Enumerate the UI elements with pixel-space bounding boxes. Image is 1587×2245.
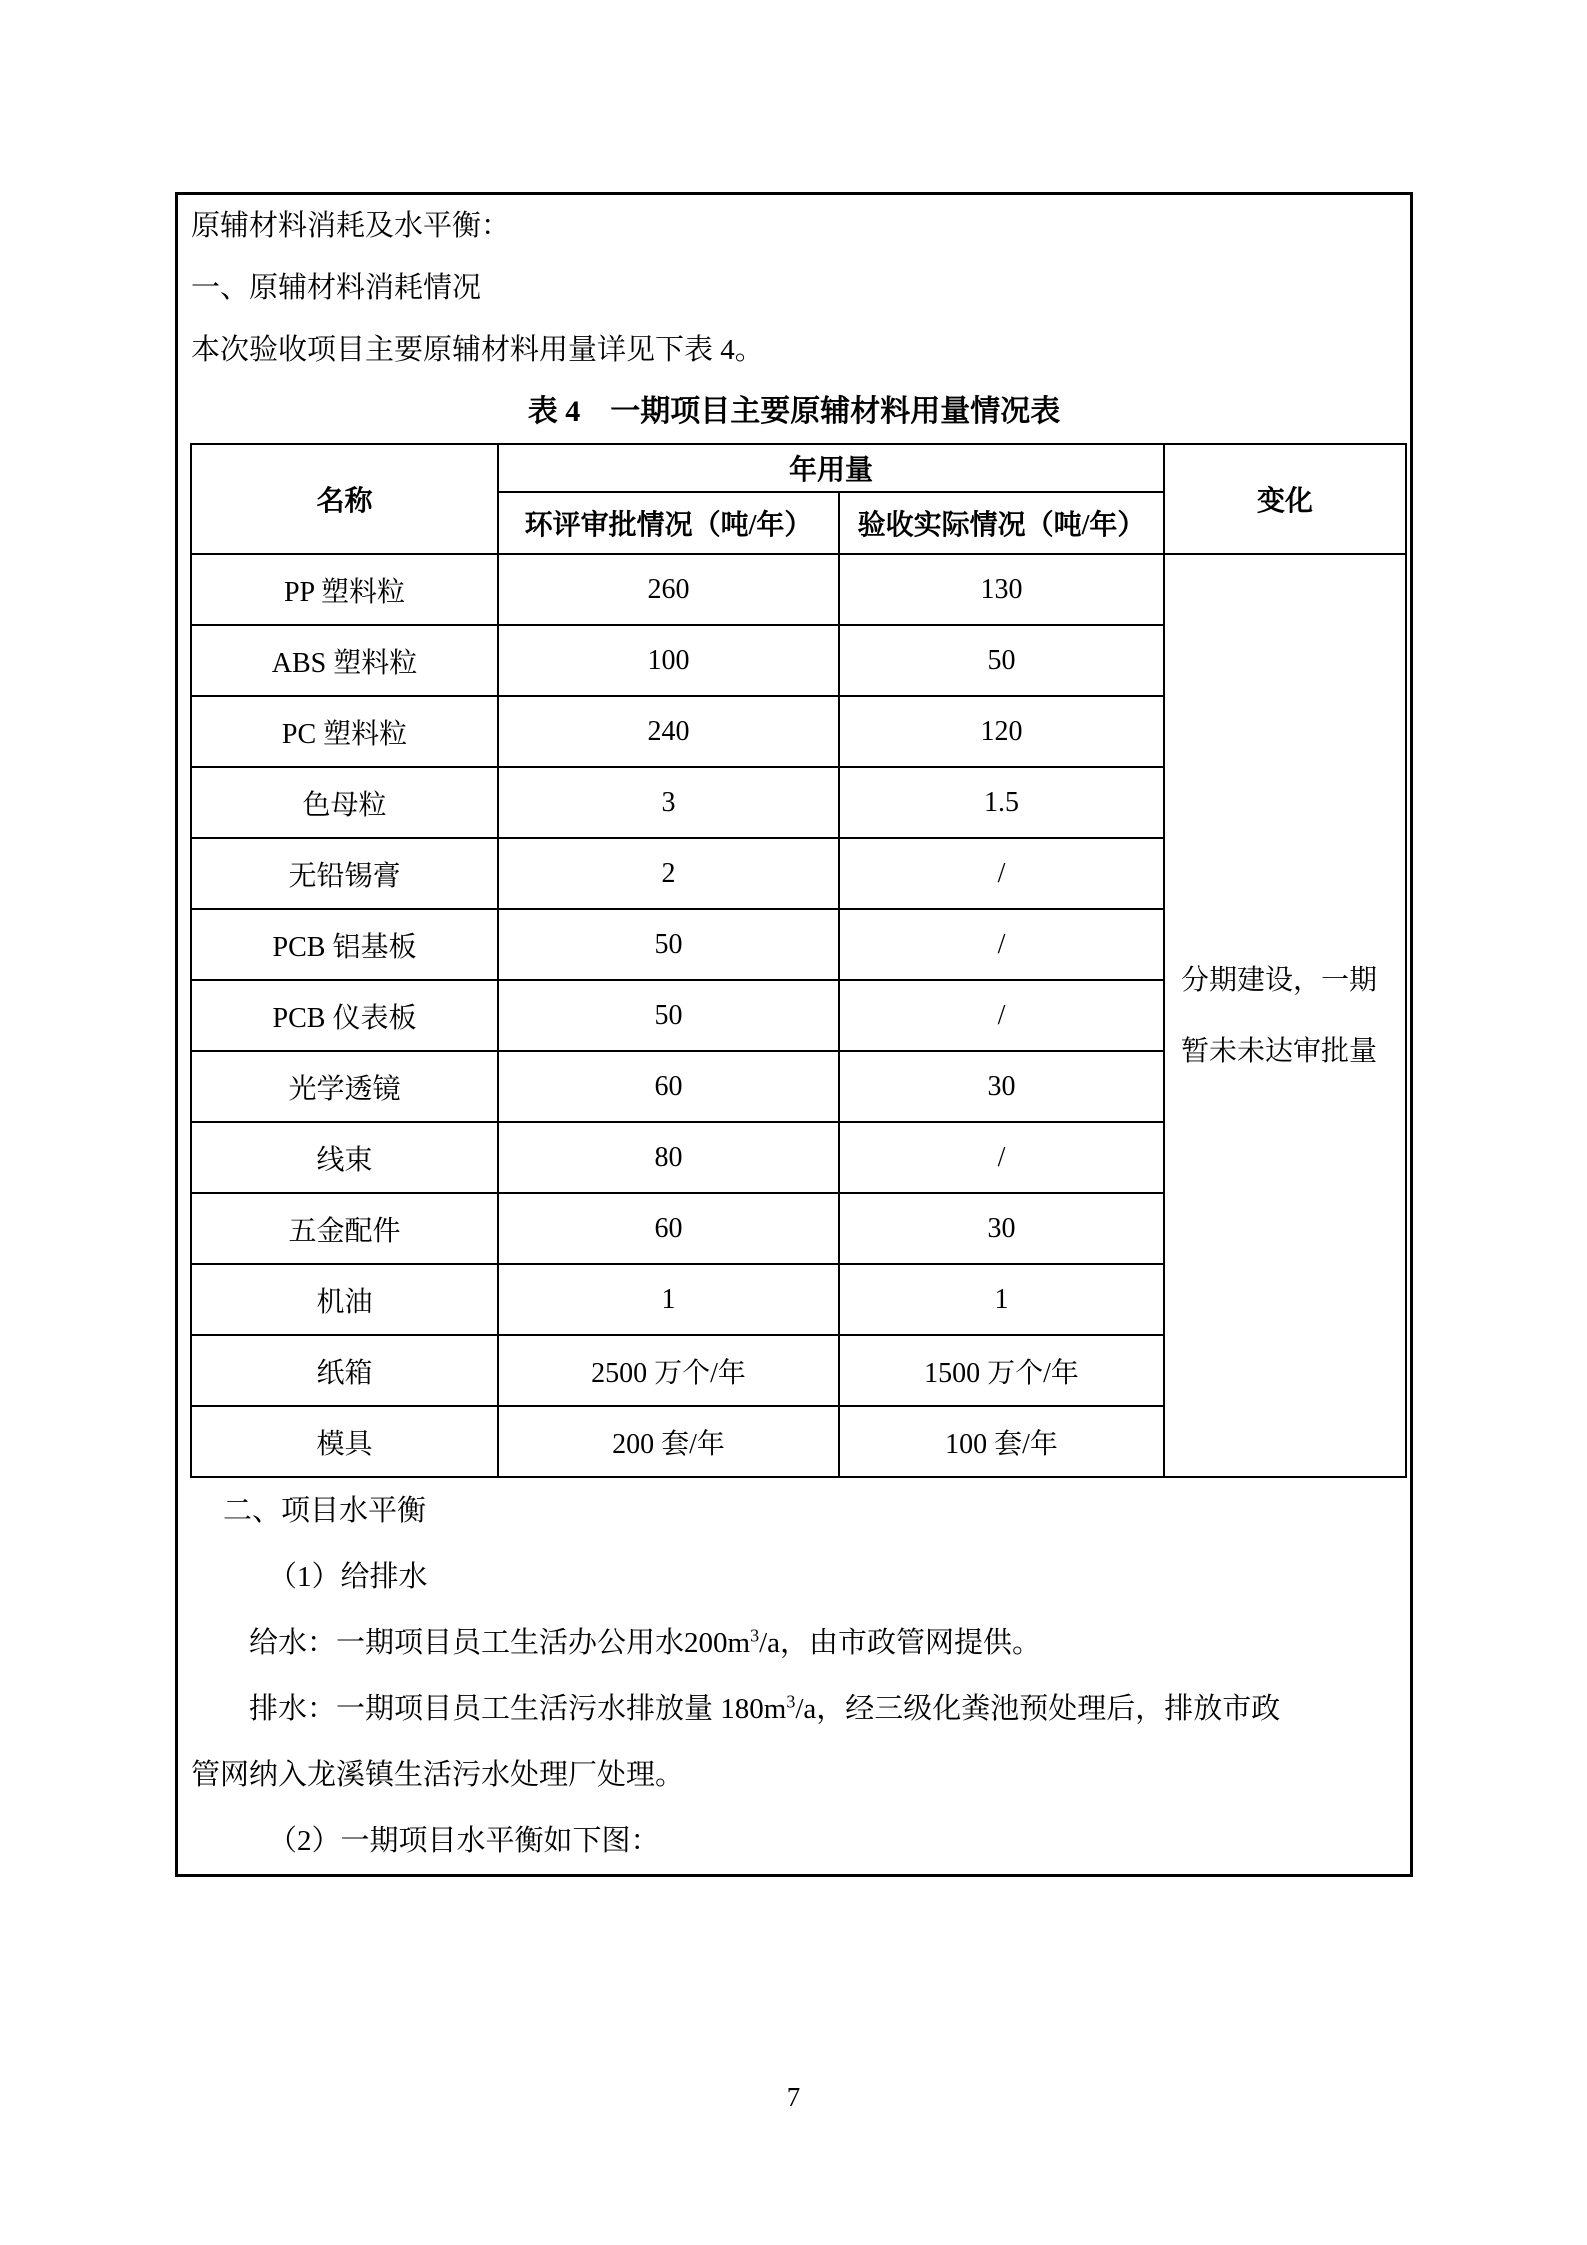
subsection-drainage-heading: （1）给排水 [268, 1561, 428, 1593]
col-header-annual-usage: 年用量 [498, 444, 1164, 492]
cubic-superscript: 3 [750, 1625, 760, 1646]
actual-amount-cell: 30 [839, 1193, 1164, 1264]
col-header-change: 变化 [1164, 444, 1406, 554]
eia-amount-cell: 240 [498, 696, 839, 767]
eia-amount-cell: 50 [498, 980, 839, 1051]
materials-table-header [191, 444, 1406, 554]
materials-table-body [191, 554, 1406, 1477]
material-name-cell: ABS 塑料粒 [191, 625, 498, 696]
change-note-line2: 暂未未达审批量 [1181, 1035, 1378, 1067]
page-number: 7 [786, 2082, 801, 2112]
col-header-acceptance-actual: 验收实际情况（吨/年） [839, 492, 1164, 554]
actual-amount-cell: / [839, 1122, 1164, 1193]
material-name-cell: 线束 [191, 1122, 498, 1193]
actual-amount-cell: / [839, 980, 1164, 1051]
table-row [191, 554, 1406, 625]
section-two-heading: 二、项目水平衡 [223, 1495, 427, 1527]
change-note-cell [1164, 554, 1406, 1477]
water-drain-continuation-line: 管网纳入龙溪镇生活污水处理厂处理。 [191, 1759, 685, 1791]
document-content-box [175, 192, 1413, 1877]
water-supply-text: 给水：一期项目员工生活办公用水200m [249, 1627, 751, 1659]
material-name-cell: PC 塑料粒 [191, 696, 498, 767]
intro-line-section-one: 一、原辅材料消耗情况 [191, 272, 482, 304]
actual-amount-cell: 1.5 [839, 767, 1164, 838]
material-name-cell: PCB 铝基板 [191, 909, 498, 980]
water-drain-text: 排水：一期项目员工生活污水排放量 180m [249, 1693, 787, 1725]
material-name-cell: 色母粒 [191, 767, 498, 838]
actual-amount-cell: 120 [839, 696, 1164, 767]
eia-amount-cell: 80 [498, 1122, 839, 1193]
material-name-cell: 无铅锡膏 [191, 838, 498, 909]
subsection-balance-heading: （2）一期项目水平衡如下图： [268, 1825, 660, 1857]
material-name-cell: 纸箱 [191, 1335, 498, 1406]
eia-amount-cell: 260 [498, 554, 839, 625]
eia-amount-cell: 60 [498, 1051, 839, 1122]
eia-amount-cell: 3 [498, 767, 839, 838]
eia-amount-cell: 2500 万个/年 [498, 1335, 839, 1406]
actual-amount-cell: 1 [839, 1264, 1164, 1335]
water-supply-text-cont: /a，由市政管网提供。 [759, 1627, 1041, 1659]
change-note-line1: 分期建设，一期 [1181, 964, 1378, 996]
materials-table [190, 443, 1407, 1478]
eia-amount-cell: 1 [498, 1264, 839, 1335]
table-title: 表 4 一期项目主要原辅材料用量情况表 [527, 395, 1061, 428]
material-name-cell: PP 塑料粒 [191, 554, 498, 625]
cubic-superscript: 3 [786, 1691, 796, 1712]
actual-amount-cell: / [839, 909, 1164, 980]
material-name-cell: 模具 [191, 1406, 498, 1477]
water-drain-text-cont: /a，经三级化粪池预处理后，排放市政 [795, 1693, 1281, 1725]
material-name-cell: PCB 仪表板 [191, 980, 498, 1051]
eia-amount-cell: 2 [498, 838, 839, 909]
actual-amount-cell: 130 [839, 554, 1164, 625]
actual-amount-cell: / [839, 838, 1164, 909]
actual-amount-cell: 50 [839, 625, 1164, 696]
actual-amount-cell: 1500 万个/年 [839, 1335, 1164, 1406]
material-name-cell: 五金配件 [191, 1193, 498, 1264]
eia-amount-cell: 200 套/年 [498, 1406, 839, 1477]
eia-amount-cell: 100 [498, 625, 839, 696]
actual-amount-cell: 30 [839, 1051, 1164, 1122]
intro-line-table-reference: 本次验收项目主要原辅材料用量详见下表 4。 [191, 334, 764, 366]
eia-amount-cell: 50 [498, 909, 839, 980]
eia-amount-cell: 60 [498, 1193, 839, 1264]
actual-amount-cell: 100 套/年 [839, 1406, 1164, 1477]
material-name-cell: 机油 [191, 1264, 498, 1335]
col-header-eia-approved: 环评审批情况（吨/年） [498, 492, 839, 554]
water-supply-line [249, 1610, 1410, 1676]
water-drain-line [249, 1676, 1410, 1742]
material-name-cell: 光学透镜 [191, 1051, 498, 1122]
col-header-name: 名称 [191, 444, 498, 554]
intro-line-materials-heading: 原辅材料消耗及水平衡： [191, 210, 511, 242]
